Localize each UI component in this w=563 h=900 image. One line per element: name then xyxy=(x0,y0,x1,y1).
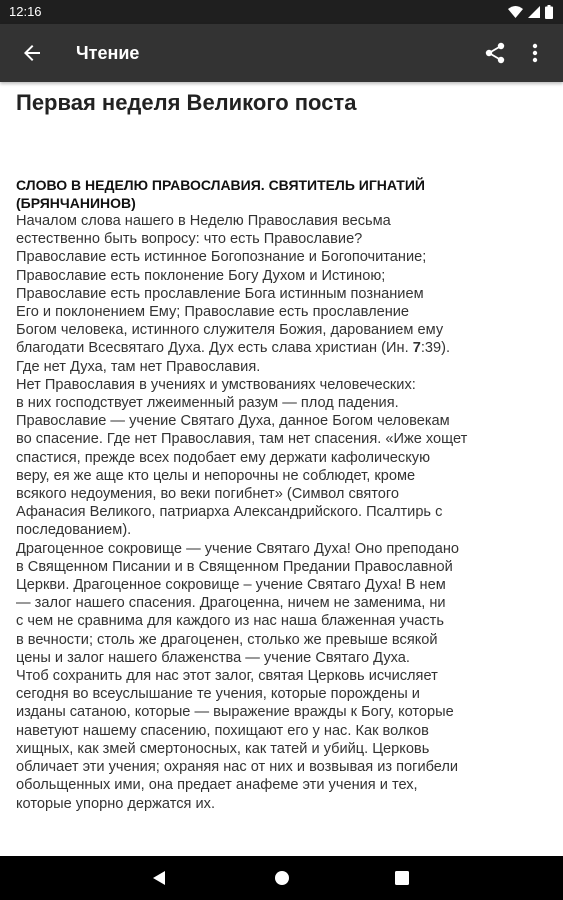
nav-back-button[interactable] xyxy=(150,869,168,892)
text-line: сегодня во всеуслышание те учения, которые порождены и xyxy=(16,686,420,703)
text-line: последованием). xyxy=(16,522,132,539)
status-time: 12:16 xyxy=(9,4,42,19)
text-line-part: благодати Всесвятаго Духа. Дух есть слава христиан (Ин. xyxy=(16,340,413,357)
triangle-back-icon xyxy=(150,869,168,887)
scripture-reference-chapter: 7 xyxy=(412,340,421,357)
share-icon xyxy=(481,39,509,67)
text-line: Православие есть прославление Бога истинным познанием xyxy=(16,285,424,302)
nav-home-button[interactable] xyxy=(273,869,291,892)
text-line: всякого недоумения, во веки погибнет» (Символ святого xyxy=(16,486,399,503)
text-line: Православие есть поклонение Богу Духом и Истиною; xyxy=(16,267,386,284)
text-line: с чем не сравнима для каждого из нас наша блаженная участь xyxy=(16,613,444,630)
body-text xyxy=(16,212,554,813)
back-button[interactable] xyxy=(18,39,46,67)
text-line: Православие — учение Святаго Духа, данное Богом человекам xyxy=(16,413,450,430)
text-line: в Священном Писании и в Священном Предании Православной xyxy=(16,558,453,575)
text-line: естественно быть вопросу: что есть Православие? xyxy=(16,231,363,248)
text-line: обличает эти учения; охраняя нас от них и возвывая из погибели xyxy=(16,759,459,776)
text-line: которые упорно держатся их. xyxy=(16,795,216,812)
app-title: Чтение xyxy=(76,43,140,63)
text-line: во спасение. Где нет Православия, там нет спасения. «Иже хощет xyxy=(16,431,468,448)
scripture-reference-verse: :39). xyxy=(420,340,451,357)
circle-home-icon xyxy=(273,869,291,887)
text-line: Богом человека, истинного служителя Божия, дарованием ему xyxy=(16,322,444,339)
status-bar xyxy=(0,0,563,24)
page-heading: Первая неделя Великого поста xyxy=(16,90,357,115)
app-bar xyxy=(0,24,563,82)
more-vert-icon xyxy=(521,39,549,67)
square-recents-icon xyxy=(394,870,410,886)
text-line: Его и поклонением Ему; Православие есть прославление xyxy=(16,304,410,321)
text-line: изданы сатаною, которые — выражение вражды к Богу, которые xyxy=(16,704,454,721)
text-line: в них господствует лжеименный разум — плод падения. xyxy=(16,395,399,412)
text-line: хищных, как змей смертоносных, как татей и убийц. Церковь xyxy=(16,740,430,757)
wifi-icon xyxy=(508,6,523,18)
text-line: Церкви. Драгоценное сокровище – учение Святаго Духа! В нем xyxy=(16,577,446,594)
text-line: Православие есть истинное Богопознание и Богопочитание; xyxy=(16,249,427,266)
text-line: наветуют нашему спасению, похищают его у нас. Как волков xyxy=(16,722,429,739)
text-line: веру, ея же аще кто целы и непорочны не соблюдет, кроме xyxy=(16,467,416,484)
reading-content[interactable] xyxy=(0,82,563,856)
text-line: спастися, прежде всех подобает ему держати кафолическую xyxy=(16,449,431,466)
text-line: Драгоценное сокровище — учение Святаго Духа! Оно преподано xyxy=(16,540,460,557)
text-line: цены и залог нашего блаженства — учение Святаго Духа. xyxy=(16,649,410,666)
status-icons xyxy=(508,4,553,20)
text-line: Где нет Духа, там нет Православия. xyxy=(16,358,261,375)
navigation-bar xyxy=(0,856,563,900)
more-options-button[interactable] xyxy=(521,39,549,67)
section-title: СЛОВО В НЕДЕЛЮ ПРАВОСЛАВИЯ. СВЯТИТЕЛЬ ИГНАТИЙ (БРЯНЧАНИНОВ) xyxy=(16,177,425,211)
text-line: Нет Православия в учениях и умствованиях человеческих: xyxy=(16,376,416,393)
text-line: Началом слова нашего в Неделю Православия весьма xyxy=(16,213,391,229)
text-line: в вечности; столь же драгоценен, столько же превыше всякой xyxy=(16,631,438,648)
nav-recents-button[interactable] xyxy=(394,870,410,891)
text-line: — залог нашего спасения. Драгоценна, ничем не заменима, ни xyxy=(16,595,446,612)
battery-icon xyxy=(545,5,553,19)
text-line: Чтоб сохранить для нас этот залог, святая Церковь исчисляет xyxy=(16,668,438,685)
text-line xyxy=(16,339,554,357)
share-button[interactable] xyxy=(481,39,509,67)
text-line: Афанасия Великого, патриарха Александрийского. Псалтирь с xyxy=(16,504,443,521)
cellular-signal-icon xyxy=(528,6,540,18)
arrow-back-icon xyxy=(18,39,46,67)
text-line: обольщенных ими, она предает анафеме эти учения и тех, xyxy=(16,777,418,794)
